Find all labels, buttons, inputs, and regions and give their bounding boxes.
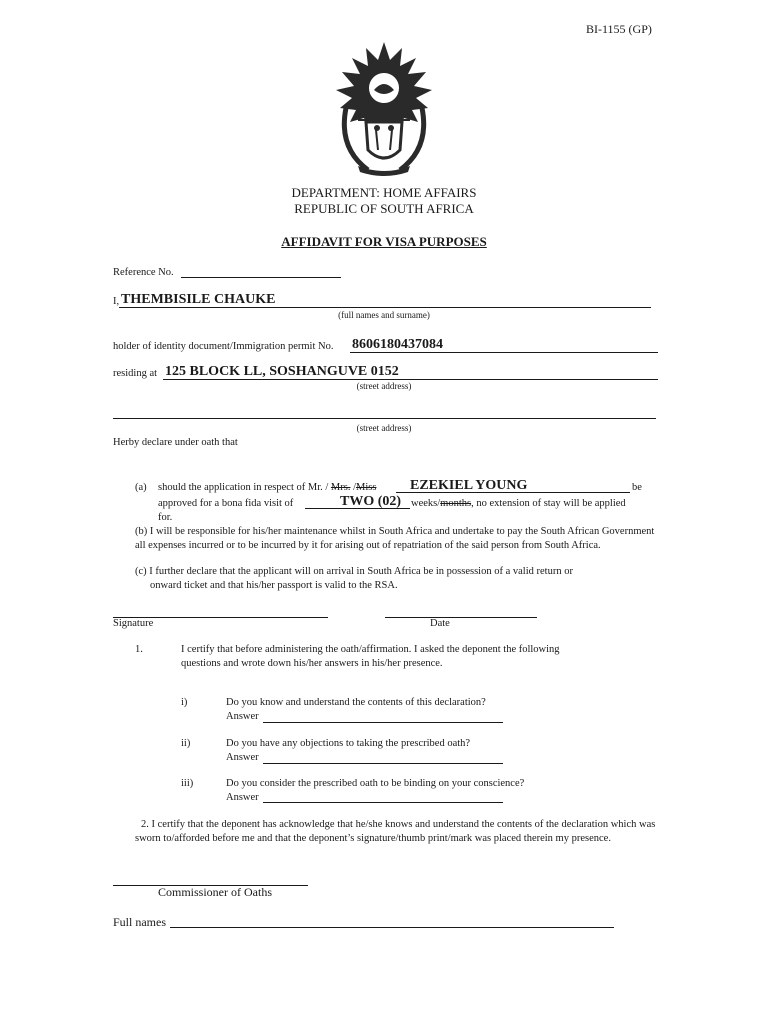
id-label: holder of identity document/Immigration permit No. [113,341,334,352]
address-field-line-2[interactable] [113,418,656,419]
deponent-name: THEMBISILE CHAUKE [121,292,276,307]
full-names-label: Full names [113,915,166,929]
clause-a-text [158,482,376,493]
clause-a-months-struck: months [440,498,472,509]
address-caption: (street address) [356,381,412,391]
question-1-text: Do you know and understand the contents of this declaration? [226,697,486,708]
question-3-number: iii) [181,778,194,789]
certify-2: 2. I certify that the deponent has acknowledge that he/she knows and understand the contents of the declaration which was sworn to/afforded before me and that the deponent’s signature/thumb print/mark was placed therein my presence. [135,819,656,844]
applicant-name: EZEKIEL YOUNG [410,478,528,493]
clause-a-marker: (a) [135,482,147,493]
certify-1-number: 1. [135,644,143,655]
clause-a-mrs-struck: Mrs. [330,482,351,493]
question-2-text: Do you have any objections to taking the prescribed oath? [226,738,471,749]
clause-a-miss-struck: Miss [356,482,377,493]
question-2-answer-line[interactable] [263,763,503,764]
reference-label: Reference No. [113,267,174,278]
residing-label: residing at [113,368,158,379]
name-caption: (full names and surname) [338,310,430,320]
id-field-line[interactable] [350,352,658,353]
address-value: 125 BLOCK LL, SOSHANGUVE 0152 [165,364,399,379]
country-title: REPUBLIC OF SOUTH AFRICA [294,201,474,216]
id-number: 8606180437084 [352,337,443,352]
department-title: DEPARTMENT: HOME AFFAIRS [291,185,477,200]
question-2-number: ii) [181,738,191,749]
form-code: BI-1155 (GP) [586,22,652,36]
visit-duration: TWO (02) [340,494,402,509]
duration-field-line[interactable] [305,508,410,509]
question-2-answer-label: Answer [226,752,259,763]
date-label: Date [430,618,450,629]
clause-a-text-3 [411,498,626,509]
clause-a-extension-text: , no extension of stay will be applied [471,498,626,509]
name-field-line[interactable] [119,307,651,308]
address-field-line[interactable] [163,379,658,380]
signature-label: Signature [113,618,154,629]
certify-1-line-2: questions and wrote down his/her answers in his/her presence. [181,658,443,669]
full-names-line[interactable] [170,927,614,928]
coat-of-arms-emblem [328,38,440,178]
question-1-number: i) [181,697,188,708]
question-1-answer-line[interactable] [263,722,503,723]
clause-c-line-2: onward ticket and that his/her passport is valid to the RSA. [150,580,398,591]
clause-a-weeks: weeks/ [411,498,441,509]
reference-field-line[interactable] [181,277,341,278]
commissioner-label: Commissioner of Oaths [158,885,272,899]
clause-a-text-4: for. [158,512,173,523]
certify-1-line-1: I certify that before administering the oath/affirmation. I asked the deponent the following [181,644,560,655]
clause-a-text-2: approved for a bona fida visit of [158,498,294,509]
name-prefix: I, [113,296,120,307]
declare-text: Herby declare under oath that [113,437,238,448]
applicant-field-line[interactable] [396,492,630,493]
document-title: AFFIDAVIT FOR VISA PURPOSES [281,234,487,249]
date-line[interactable] [385,617,537,618]
question-3-answer-line[interactable] [263,802,503,803]
question-1-answer-label: Answer [226,711,259,722]
address-caption-2: (street address) [356,423,412,433]
question-3-text: Do you consider the prescribed oath to be binding on your conscience? [226,778,525,789]
clause-b: (b) I will be responsible for his/her maintenance whilst in South Africa and undertake to pay the South African Government all expenses incurred or to be incurred by it for arising out of repatriation of the said person from South Africa. [135,526,655,551]
clause-c-line-1: (c) I further declare that the applicant will on arrival in South Africa be in possession of a valid return or [135,566,573,577]
clause-a-sep: / [350,482,357,493]
clause-a-text-1: should the application in respect of Mr. / [158,482,329,493]
clause-a-be: be [632,482,642,493]
question-3-answer-label: Answer [226,792,259,803]
